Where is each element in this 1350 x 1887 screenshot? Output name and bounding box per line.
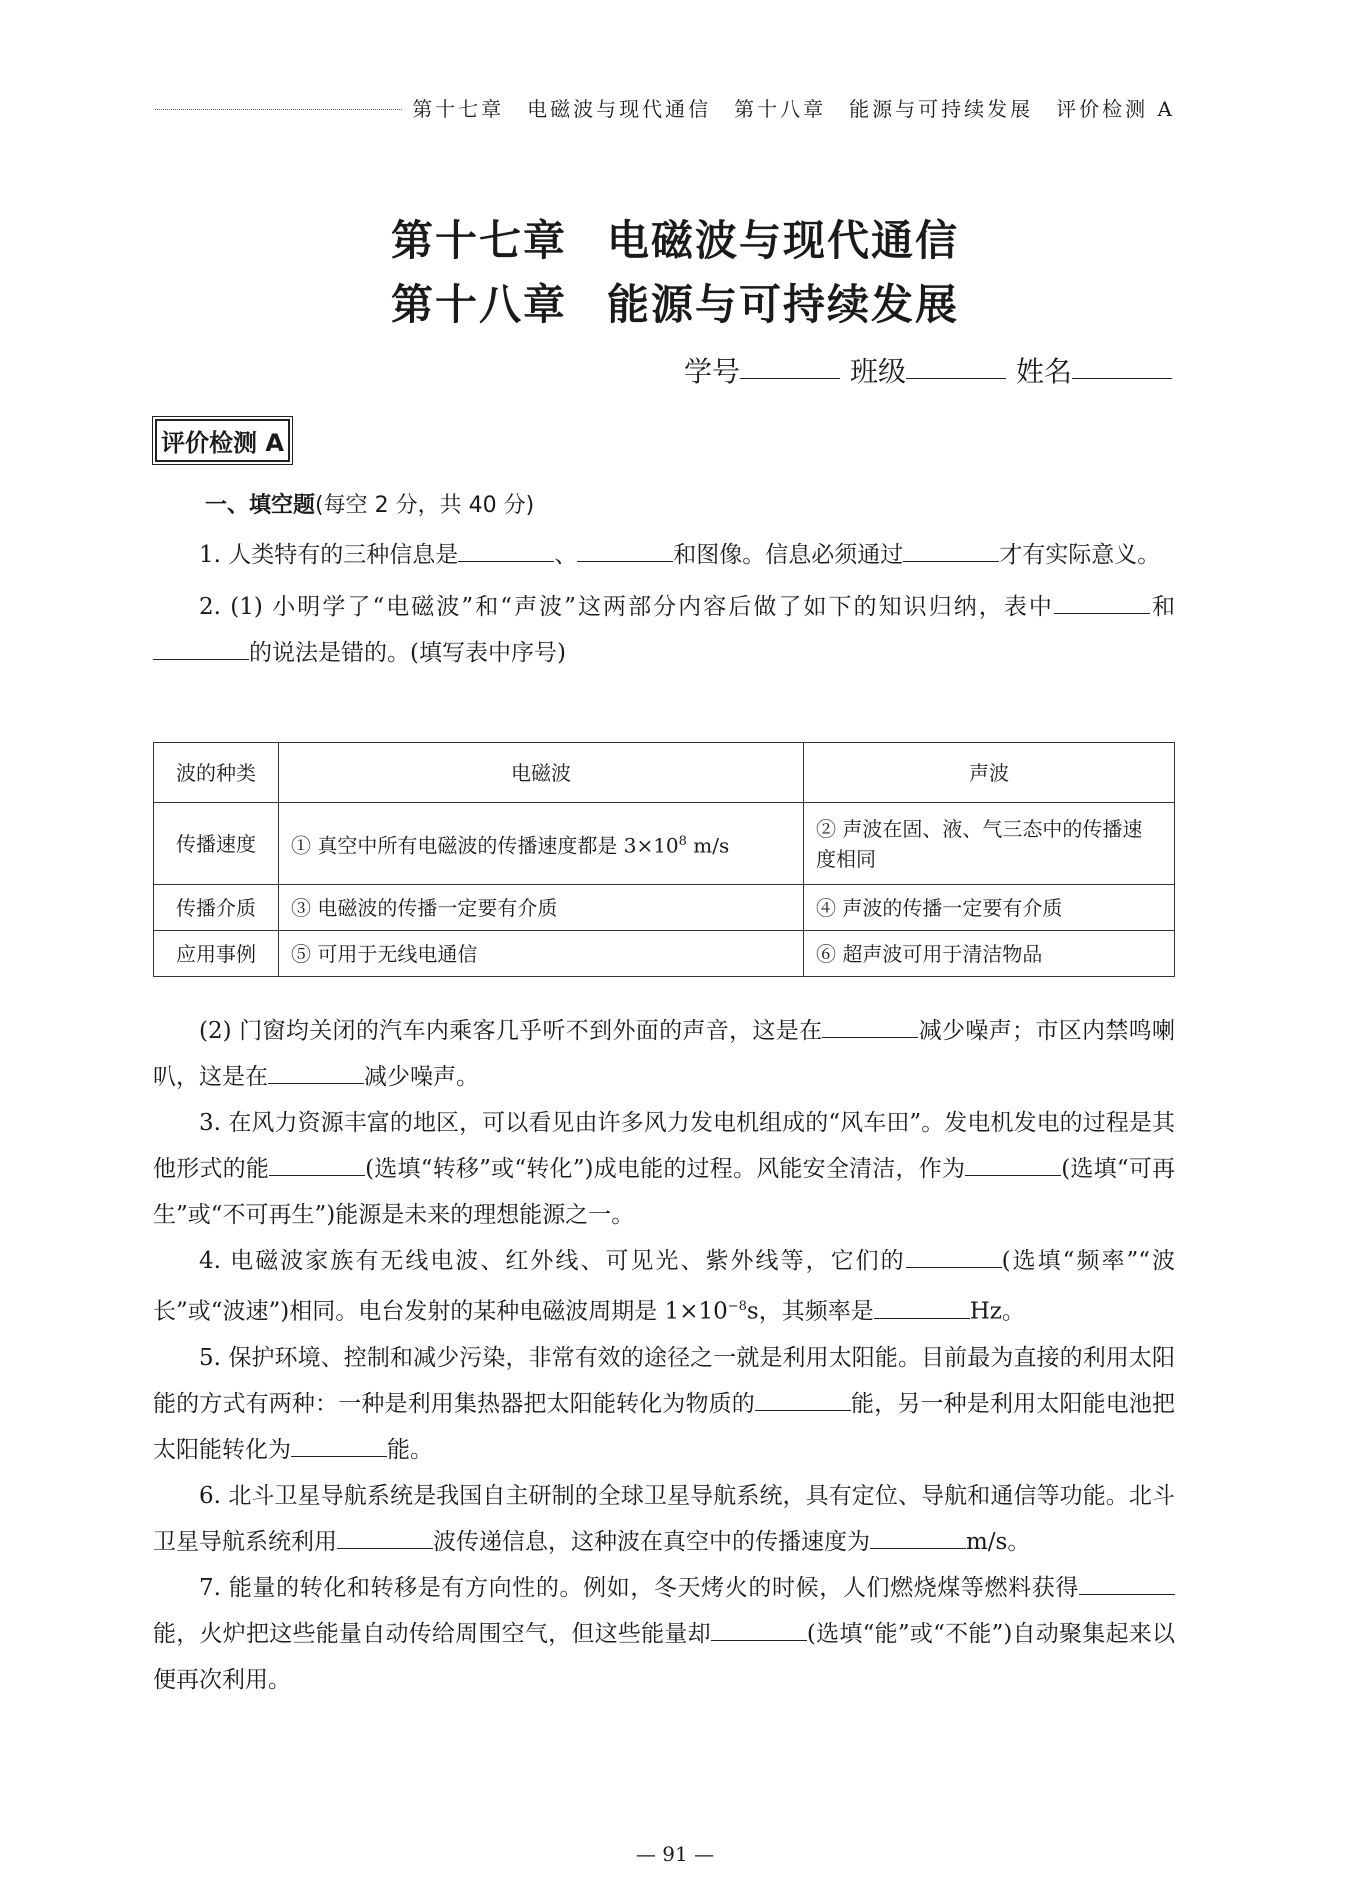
q6-text-a: 6. 北斗卫星导航系统是我国自主研制的全球卫星导航系统，具有定位、导航和通信等功能。北斗卫星导航系统利用 [153,1482,1175,1555]
table-cell: ⑤ 可用于无线电通信 [279,931,804,977]
q5-text-a: 5. 保护环境、控制和减少污染，非常有效的途径之一就是利用太阳能。目前最为直接的利用太阳能的方式有两种：一种是利用集热器把太阳能转化为物质的 [153,1344,1175,1417]
q3-text-a: 3. 在风力资源丰富的地区，可以看见由许多风力发电机组成的“风车田”。发电机发电的过程是其他形式的能 [153,1110,1175,1182]
name-label: 姓名 [1015,355,1072,388]
q1-blank-3[interactable] [903,539,999,562]
q1-text-b: 、 [554,542,578,568]
q3-blank-1[interactable] [269,1153,365,1176]
student-id-field[interactable] [740,350,840,379]
q7-text-b: 能，火炉把这些能量自动传给周围空气，但这些能量却 [153,1620,711,1647]
question-5 [153,1335,1175,1473]
q5-blank-2[interactable] [291,1434,387,1457]
q2-2-blank-2[interactable] [268,1061,364,1084]
q5-text-c: 能。 [387,1436,433,1463]
table-cell: ④ 声波的传播一定要有介质 [804,885,1175,931]
class-label: 班级 [849,355,906,388]
q4-text-a: 4. 电磁波家族有无线电波、红外线、可见光、紫外线等，它们的 [199,1248,906,1274]
question-4 [153,1238,1175,1335]
q2-2-text-c: 减少噪声。 [364,1064,479,1090]
q4-text-d: Hz。 [969,1298,1025,1325]
q6-text-b: 波传递信息，这种波在真空中的传播速度为 [433,1528,870,1555]
q3-text-c: (选填“可再生”或“不可再生”)能源是未来的理想能源之一。 [153,1156,1176,1228]
q5-text-b: 能，另一种是利用太阳能电池把太阳能转化为 [153,1390,1176,1463]
knowledge-table [153,742,1175,977]
table-header-cell: 声波 [804,743,1175,803]
q7-blank-2[interactable] [711,1618,807,1641]
table-row [154,931,1175,977]
evaluation-badge: 评价检测 A [155,419,290,462]
title-name-18: 能源与可持续发展 [607,280,960,329]
title-chapter-17: 第十七章 [390,216,567,265]
q2-2-blank-1[interactable] [822,1015,918,1038]
question-block-2 [153,1008,1175,1703]
q4-text-c: s，其频率是 [746,1298,874,1325]
table-cell [279,803,804,885]
table-row [154,803,1175,885]
q2-text-c: 的说法是错的。(填写表中序号) [249,640,566,666]
q4-blank-1[interactable] [906,1245,1002,1268]
q6-text-c: m/s。 [966,1528,1031,1555]
header-dotted-line [155,109,402,110]
question-2 [153,584,1175,676]
q3-text-b: (选填“转移”或“转化”)成电能的过程。风能安全清洁，作为 [365,1156,966,1182]
q7-blank-1[interactable] [1079,1572,1175,1595]
table-cell: ② 声波在固、液、气三态中的传播速度相同 [804,803,1175,885]
table-header-cell: 电磁波 [279,743,804,803]
speed-unit: m/s [686,833,730,858]
page-number: — 91 — [635,1842,715,1866]
q1-blank-2[interactable] [577,539,673,562]
question-block-1 [153,532,1175,676]
table-cell: 传播速度 [154,803,279,885]
q2-blank-1[interactable] [1054,591,1150,614]
table-cell: ③ 电磁波的传播一定要有介质 [279,885,804,931]
name-field[interactable] [1072,350,1172,379]
section-heading [205,488,534,519]
student-info [674,350,1172,390]
table-cell: ⑥ 超声波可用于清洁物品 [804,931,1175,977]
q5-blank-1[interactable] [755,1388,851,1411]
q2-text-b: 和 [1149,594,1176,620]
q1-text-a: 1. 人类特有的三种信息是 [199,542,459,568]
q7-text-a: 7. 能量的转化和转移是有方向性的。例如，冬天烤火的时候，人们燃烧煤等燃料获得 [199,1574,1079,1601]
class-field[interactable] [906,350,1006,379]
question-2-2 [153,1008,1175,1100]
speed-text: ① 真空中所有电磁波的传播速度都是 3×10 [291,833,679,858]
student-id-label: 学号 [683,355,740,388]
q4-text-b: (选填“频率”“波长”或“波速”)相同。电台发射的某种电磁波周期是 1×10 [153,1248,1176,1325]
section-note: (每空 2 分，共 40 分) [315,493,535,518]
q4-exponent: −8 [727,1299,747,1314]
section-title: 一、填空题 [205,493,316,518]
q2-text-a: 2. (1) 小明学了“电磁波”和“声波”这两部分内容后做了如下的知识归纳，表中 [199,594,1054,620]
q7-text-c: (选填“能”或“不能”)自动聚集起来以便再次利用。 [153,1620,1176,1693]
question-3 [153,1100,1175,1238]
q1-blank-1[interactable] [458,539,554,562]
table-header-cell: 波的种类 [154,743,279,803]
question-6 [153,1473,1175,1565]
title-name-17: 电磁波与现代通信 [607,216,960,265]
q6-blank-1[interactable] [337,1526,433,1549]
table-row [154,885,1175,931]
table-cell: 传播介质 [154,885,279,931]
q4-blank-2[interactable] [874,1296,970,1319]
page-title-line1 [0,208,1350,268]
q2-2-text-b: 减少噪声；市区内禁鸣喇叭，这是在 [153,1018,1176,1090]
speed-exponent: 8 [678,833,687,849]
running-header [155,92,1175,122]
q2-2-text-a: (2) 门窗均关闭的汽车内乘客几乎听不到外面的声音，这是在 [199,1018,823,1044]
q6-blank-2[interactable] [870,1526,966,1549]
running-title: 第十七章 电磁波与现代通信 第十八章 能源与可持续发展 评价检测 A [412,96,1175,121]
q1-text-c: 和图像。信息必须通过 [673,542,904,568]
page-title-line2 [0,272,1350,332]
table-header-row [154,743,1175,803]
q3-blank-2[interactable] [965,1153,1061,1176]
title-chapter-18: 第十八章 [390,280,567,329]
q1-text-d: 才有实际意义。 [999,542,1161,568]
table-cell: 应用事例 [154,931,279,977]
question-1 [153,532,1175,578]
q2-blank-2[interactable] [153,637,249,660]
question-7 [153,1565,1175,1703]
